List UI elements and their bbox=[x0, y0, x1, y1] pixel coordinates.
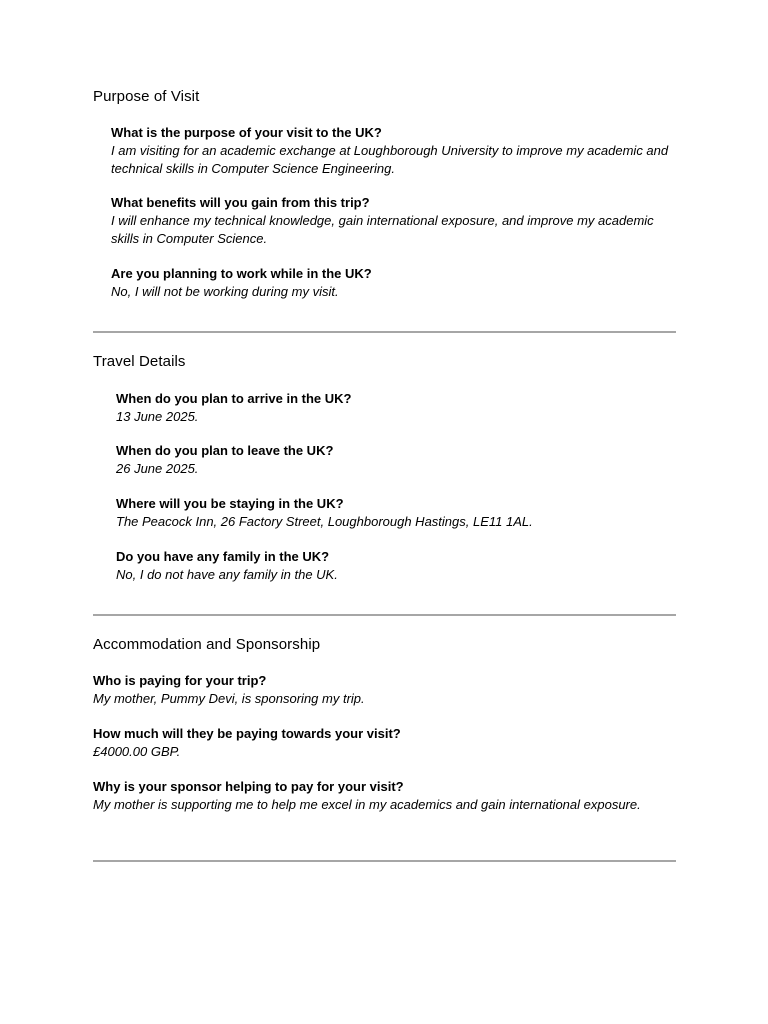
qa-item bbox=[93, 725, 653, 761]
question: Why is your sponsor helping to pay for your visit? bbox=[93, 779, 404, 794]
answer: 26 June 2025. bbox=[116, 461, 199, 476]
answer: My mother is supporting me to help me excel in my academics and gain international exposure. bbox=[93, 797, 641, 812]
question: What benefits will you gain from this trip? bbox=[111, 195, 370, 210]
question: When do you plan to leave the UK? bbox=[116, 443, 334, 458]
qa-item bbox=[116, 390, 676, 426]
section-title: Purpose of Visit bbox=[93, 88, 200, 105]
answer: I will enhance my technical knowledge, gain international exposure, and improve my academic skills in Computer Science. bbox=[111, 213, 654, 246]
answer: My mother, Pummy Devi, is sponsoring my trip. bbox=[93, 691, 365, 706]
question: Where will you be staying in the UK? bbox=[116, 496, 344, 511]
answer: No, I will not be working during my visit. bbox=[111, 284, 339, 299]
question: What is the purpose of your visit to the UK? bbox=[111, 125, 382, 140]
qa-item bbox=[116, 442, 676, 478]
question: Do you have any family in the UK? bbox=[116, 549, 330, 564]
qa-item bbox=[111, 194, 671, 247]
section-divider bbox=[93, 614, 676, 616]
qa-item bbox=[93, 778, 653, 814]
qa-item bbox=[111, 124, 671, 177]
answer: £4000.00 GBP. bbox=[93, 744, 181, 759]
answer: No, I do not have any family in the UK. bbox=[116, 567, 338, 582]
qa-item bbox=[93, 672, 653, 708]
question: How much will they be paying towards your visit? bbox=[93, 726, 401, 741]
section-divider bbox=[93, 860, 676, 862]
section-title: Accommodation and Sponsorship bbox=[93, 636, 321, 653]
question: When do you plan to arrive in the UK? bbox=[116, 391, 352, 406]
answer: I am visiting for an academic exchange at Loughborough University to improve my academic and technical skills in Computer Science Engineering. bbox=[111, 143, 669, 176]
qa-item bbox=[111, 265, 671, 301]
question: Who is paying for your trip? bbox=[93, 673, 267, 688]
answer: 13 June 2025. bbox=[116, 409, 199, 424]
question: Are you planning to work while in the UK? bbox=[111, 266, 372, 281]
qa-item bbox=[116, 495, 676, 531]
section-divider bbox=[93, 331, 676, 333]
qa-item bbox=[116, 548, 676, 584]
answer: The Peacock Inn, 26 Factory Street, Loughborough Hastings, LE11 1AL. bbox=[116, 514, 533, 529]
section-title: Travel Details bbox=[93, 353, 186, 370]
